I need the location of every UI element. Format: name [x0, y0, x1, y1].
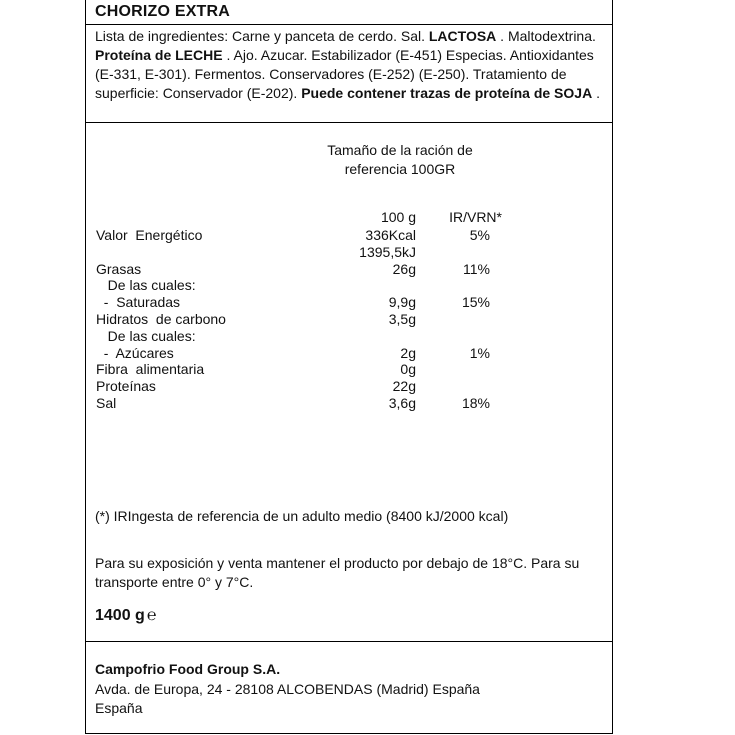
nutrition-value: 2g: [400, 344, 416, 361]
ingredients-text-2: . Maltodextrina.: [496, 28, 596, 44]
net-weight: [95, 607, 156, 625]
nutrition-ir: 15%: [461, 294, 490, 311]
nutrition-label: Grasas: [96, 260, 142, 277]
nutrition-row: [96, 227, 516, 244]
nutrition-row: [96, 395, 516, 412]
nutrition-label: Fibra alimentaria: [96, 361, 205, 378]
ingredients-text-3: . Ajo. Azucar. Estabilizador (E-451) Especias. Antioxidantes (E-331, E-301). Fermentos. Conservadores (E-252) (E-250). Tratamiento de superficie: Conservador (E-202).: [95, 47, 594, 101]
product-title: CHORIZO EXTRA: [95, 3, 231, 20]
nutrition-label: Proteínas: [96, 378, 156, 395]
nutrition-label: - Saturadas: [96, 294, 181, 311]
nutrition-col-100g: 100 g: [380, 209, 416, 225]
nutrition-value: 22g: [392, 378, 416, 395]
nutrition-label: De las cuales:: [96, 327, 196, 344]
nutrition-row: [96, 378, 516, 395]
serving-size-line-2: referencia 100GR: [344, 161, 456, 177]
allergen-lactosa: LACTOSA: [428, 28, 497, 44]
ingredients-divider: [85, 122, 613, 123]
ingredients-list: [95, 27, 605, 103]
nutrition-row: [96, 328, 516, 345]
nutrition-value: 0g: [400, 361, 416, 378]
nutrition-label: - Azúcares: [96, 344, 174, 361]
nutrition-label: Hidratos de carbono: [96, 311, 226, 327]
nutrition-value: 3,6g: [388, 395, 416, 411]
nutrition-row: [96, 311, 516, 328]
allergen-soja-warning: Puede contener trazas de proteína de SOJA: [301, 85, 593, 101]
nutrition-row: [96, 361, 516, 378]
nutrition-header: [96, 209, 516, 226]
serving-size-line-1: Tamaño de la ración de: [327, 142, 473, 158]
ingredients-text-1: Lista de ingredientes: Carne y panceta de cerdo. Sal.: [95, 28, 429, 44]
nutrition-row: [96, 345, 516, 362]
nutrition-value: 9,9g: [388, 294, 416, 311]
nutrition-value: 3,5g: [388, 311, 416, 327]
estimated-sign-icon: ℮: [146, 607, 157, 624]
nutrition-ir: 11%: [463, 260, 490, 277]
nutrition-row: [96, 294, 516, 311]
nutrition-label: Sal: [96, 395, 117, 411]
storage-instructions: Para su exposición y venta mantener el producto por debajo de 18°C. Para su transporte entre 0° y 7°C.: [95, 555, 580, 590]
nutrition-value: 336Kcal: [365, 227, 416, 243]
serving-size: [300, 141, 500, 179]
net-weight-value: 1400 g: [95, 607, 145, 624]
nutrition-row: [96, 244, 516, 261]
nutrition-row: [96, 277, 516, 294]
manufacturer-name: Campofrio Food Group S.A.: [95, 661, 281, 677]
ingredients-text-4: .: [592, 85, 600, 101]
title-divider: [85, 24, 613, 25]
nutrition-label: De las cuales:: [96, 277, 196, 294]
allergen-leche: Proteína de LECHE: [95, 47, 223, 63]
nutrition-value: 1395,5kJ: [359, 243, 416, 260]
nutrition-value: 26g: [392, 260, 416, 277]
weight-divider: [85, 641, 613, 642]
nutrition-col-ir: IR/VRN*: [449, 209, 502, 225]
address-country: España: [95, 700, 143, 716]
nutrition-label: Valor Energético: [96, 227, 203, 243]
ir-footnote: (*) IRIngesta de referencia de un adulto medio (8400 kJ/2000 kcal): [95, 508, 509, 524]
nutrition-ir: 1%: [469, 344, 490, 361]
nutrition-ir: 18%: [461, 395, 490, 411]
manufacturer-address: [95, 680, 480, 718]
nutrition-row: [96, 261, 516, 278]
nutrition-ir: 5%: [469, 227, 490, 243]
address-line: Avda. de Europa, 24 - 28108 ALCOBENDAS (Madrid) España: [95, 681, 480, 697]
